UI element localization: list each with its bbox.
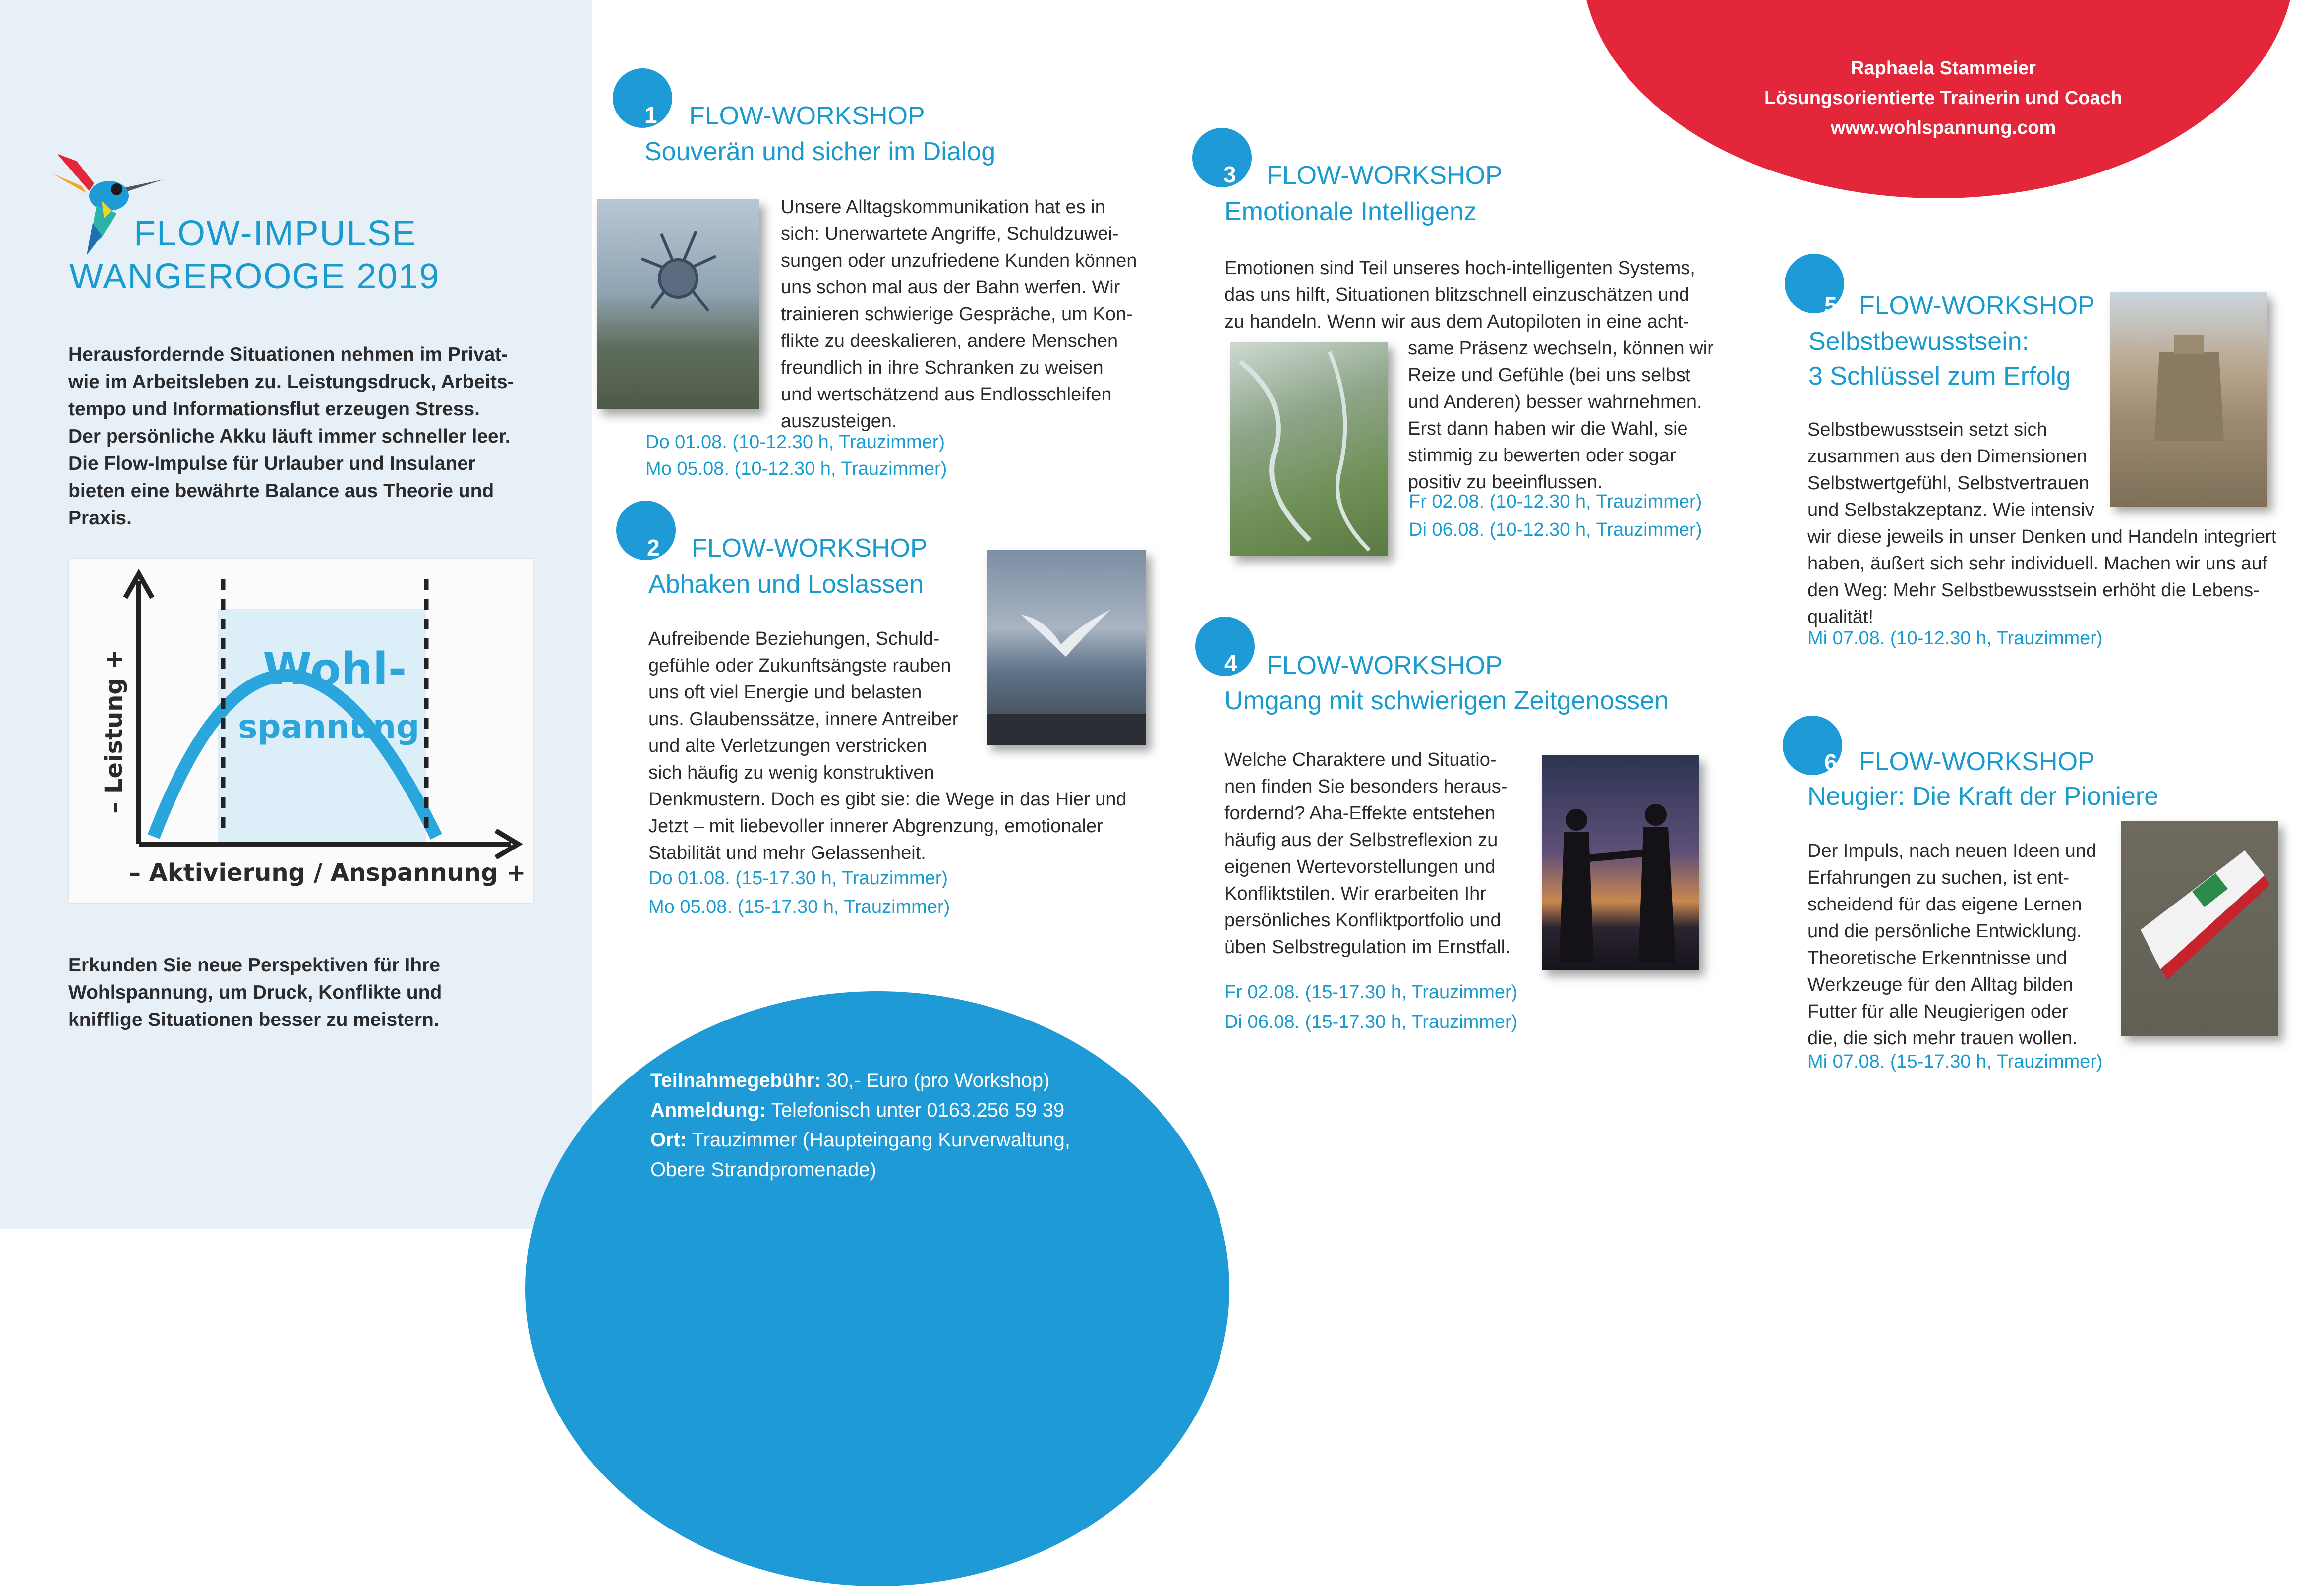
diagram-x-label: – Aktivierung / Anspannung + <box>129 859 526 887</box>
outro-line: Wohlspannung, um Druck, Konflikte und <box>68 982 442 1003</box>
intro-line: wie im Arbeitsleben zu. Leistungsdruck, Arbeits- <box>68 371 514 393</box>
workshop-3-text-line: positiv zu beeinflussen. <box>1408 472 1603 493</box>
workshop-6-description <box>1807 838 2125 1052</box>
workshop-5-text-line: haben, äußert sich sehr individuell. Machen wir uns auf <box>1807 553 2267 574</box>
workshop-4-description <box>1224 746 1542 961</box>
workshop-2-description <box>648 625 1174 866</box>
registration-line <box>650 1095 1146 1125</box>
workshop-1-number: 1 <box>644 102 657 128</box>
workshop-3-heading: FLOW-WORKSHOP <box>1267 161 1503 190</box>
workshop-6-text-line: Theoretische Erkenntnisse und <box>1807 948 2067 968</box>
fee-value: 30,- Euro (pro Workshop) <box>820 1070 1050 1091</box>
intro-line: tempo und Informationsflut erzeugen Stress. <box>68 398 480 420</box>
coach-website[interactable]: www.wohlspannung.com <box>1830 117 2056 138</box>
intro-line: bieten eine bewährte Balance aus Theorie und <box>68 480 494 502</box>
workshop-6-number: 6 <box>1824 749 1837 775</box>
outro-line: knifflige Situationen besser zu meistern. <box>68 1009 439 1030</box>
workshop-2-date-2: Mo 05.08. (15-17.30 h, Trauzimmer) <box>648 897 950 917</box>
diagram-center-word-2: spannung <box>238 708 420 746</box>
intro-line: Herausfordernde Situationen nehmen im Privat- <box>68 344 508 365</box>
workshop-3-text-line: same Präsenz wechseln, können wir <box>1408 338 1714 359</box>
intro-line: Praxis. <box>68 508 132 529</box>
workshop-6-photo-ferry <box>2121 821 2278 1036</box>
workshop-2-text-line: Stabilität und mehr Gelassenheit. <box>648 843 926 863</box>
workshop-6-heading: FLOW-WORKSHOP <box>1859 747 2095 776</box>
workshop-2-text-line: sich häufig zu wenig konstruktiven <box>648 762 934 783</box>
workshop-4-text-line: üben Selbstregulation im Ernstfall. <box>1224 937 1511 958</box>
workshop-3-text-line: stimmig zu bewerten oder sogar <box>1408 445 1676 466</box>
place-label: Ort: <box>650 1129 687 1151</box>
workshop-6-text-line: Werkzeuge für den Alltag bilden <box>1807 974 2073 995</box>
workshop-5-subtitle-2: 3 Schlüssel zum Erfolg <box>1808 362 2071 391</box>
workshop-4-text-line: nen finden Sie besonders heraus- <box>1224 776 1508 797</box>
workshop-5-text-line: qualität! <box>1807 607 1874 627</box>
workshop-5-date-1: Mi 07.08. (10-12.30 h, Trauzimmer) <box>1807 628 2103 649</box>
workshop-2-subtitle: Abhaken und Loslassen <box>648 570 924 599</box>
workshop-1-photo-thistle <box>597 199 759 409</box>
workshop-1-text-line: auszusteigen. <box>781 411 897 432</box>
fee-label: Teilnahmegebühr: <box>650 1070 821 1091</box>
diagram-center-word-1: Wohl- <box>263 643 407 695</box>
workshop-3-date-2: Di 06.08. (10-12.30 h, Trauzimmer) <box>1409 519 1702 540</box>
workshop-5-text-line: und Selbstakzeptanz. Wie intensiv <box>1807 500 2094 520</box>
workshop-3-subtitle: Emotionale Intelligenz <box>1224 197 1477 226</box>
place-value: Trauzimmer (Haupteingang Kurverwaltung, <box>687 1129 1071 1151</box>
workshop-1-date-1: Do 01.08. (10-12.30 h, Trauzimmer) <box>645 432 945 453</box>
workshop-2-text-line: uns. Glaubenssätze, innere Antreiber <box>648 709 959 730</box>
intro-paragraph <box>68 341 574 532</box>
workshop-5-text-line: Selbstbewusstsein setzt sich <box>1807 419 2047 440</box>
coach-name: Raphaela Stammeier <box>1851 58 2036 79</box>
workshop-2-text-line: Aufreibende Beziehungen, Schuld- <box>648 628 940 649</box>
workshop-4-text-line: häufig aus der Selbstreflexion zu <box>1224 830 1498 850</box>
workshop-4-date-1: Fr 02.08. (15-17.30 h, Trauzimmer) <box>1224 982 1518 1003</box>
left-panel <box>0 0 592 1229</box>
workshop-5-number: 5 <box>1824 292 1837 318</box>
workshop-5-text-line: Selbstwertgefühl, Selbstvertrauen <box>1807 473 2090 494</box>
workshop-3-date-1: Fr 02.08. (10-12.30 h, Trauzimmer) <box>1409 491 1702 512</box>
diagram-y-label: – Leistung + <box>100 649 128 814</box>
workshop-1-subtitle: Souverän und sicher im Dialog <box>644 137 996 166</box>
workshop-4-subtitle: Umgang mit schwierigen Zeitgenossen <box>1224 686 1669 715</box>
workshop-3-number-circle <box>1192 128 1252 187</box>
workshop-1-text-line: sich: Unerwartete Angriffe, Schuldzuwei- <box>781 224 1119 244</box>
workshop-4-text-line: persönliches Konfliktportfolio und <box>1224 910 1501 931</box>
workshop-4-heading: FLOW-WORKSHOP <box>1267 651 1503 680</box>
workshop-2-text-line: Jetzt – mit liebevoller innerer Abgrenzung, emotionaler <box>648 816 1103 837</box>
coach-info <box>1705 54 2181 143</box>
workshop-3-text-line: und Anderen) besser wahrnehmen. <box>1408 392 1702 412</box>
workshop-2-number: 2 <box>647 535 660 561</box>
workshop-4-number: 4 <box>1224 650 1237 676</box>
workshop-2-heading: FLOW-WORKSHOP <box>692 534 928 563</box>
workshop-3-text-line: Emotionen sind Teil unseres hoch-intelligenten Systems, <box>1224 258 1695 279</box>
workshop-1-heading: FLOW-WORKSHOP <box>689 102 925 130</box>
intro-line: Die Flow-Impulse für Urlauber und Insulaner <box>68 453 476 474</box>
workshop-3-text-line: zu handeln. Wenn wir aus dem Autopiloten in eine acht- <box>1224 311 1689 332</box>
workshop-2-text-line: und alte Verletzungen verstricken <box>648 736 927 756</box>
workshop-4-text-line: fordernd? Aha-Effekte entstehen <box>1224 803 1496 824</box>
workshop-1-text-line: trainieren schwierige Gespräche, um Kon- <box>781 304 1133 325</box>
workshop-1-description <box>781 194 1148 435</box>
workshop-4-text-line: Welche Charaktere und Situatio- <box>1224 749 1497 770</box>
workshop-1-text-line: sungen oder unzufriedene Kunden können <box>781 250 1137 271</box>
workshop-5-heading: FLOW-WORKSHOP <box>1859 291 2095 320</box>
workshop-1-number-circle <box>613 68 672 128</box>
workshop-1-text-line: und wertschätzend aus Endlosschleifen <box>781 384 1112 405</box>
outro-paragraph <box>68 952 574 1033</box>
workshop-6-text-line: Erfahrungen zu suchen, ist ent- <box>1807 867 2070 888</box>
wohlspannung-diagram <box>69 559 533 903</box>
workshop-3-text-line: das uns hilft, Situationen blitzschnell einzuschätzen und <box>1224 284 1689 305</box>
workshop-5-text-line: wir diese jeweils in unser Denken und Handeln integriert <box>1807 526 2277 547</box>
workshop-6-text-line: Der Impuls, nach neuen Ideen und <box>1807 841 2097 861</box>
workshop-1-date-2: Mo 05.08. (10-12.30 h, Trauzimmer) <box>645 458 947 479</box>
workshop-4-photo-silhouettes <box>1542 755 1699 970</box>
workshop-2-text-line: Denkmustern. Doch es gibt sie: die Wege in das Hier und <box>648 789 1127 810</box>
fee-line <box>650 1066 1146 1095</box>
registration-value: Telefonisch unter 0163.256 59 39 <box>766 1099 1065 1121</box>
outro-line: Erkunden Sie neue Perspektiven für Ihre <box>68 955 440 976</box>
workshop-5-description <box>1807 416 2283 630</box>
workshop-5-text-line: zusammen aus den Dimensionen <box>1807 446 2087 467</box>
workshop-3-text-line: Reize und Gefühle (bei uns selbst <box>1408 365 1691 386</box>
workshop-2-text-line: uns oft viel Energie und belasten <box>648 682 922 703</box>
workshop-2-number-circle <box>616 501 676 560</box>
workshop-2-date-1: Do 01.08. (15-17.30 h, Trauzimmer) <box>648 868 948 889</box>
workshop-6-text-line: und die persönliche Entwicklung. <box>1807 921 2082 942</box>
workshop-1-text-line: freundlich in ihre Schranken zu weisen <box>781 357 1104 378</box>
place-line-2: Obere Strandpromenade) <box>650 1159 876 1181</box>
workshop-6-subtitle: Neugier: Die Kraft der Pioniere <box>1807 782 2159 811</box>
workshop-6-text-line: die, die sich mehr trauen wollen. <box>1807 1028 2078 1049</box>
workshop-4-text-line: eigenen Wertevorstellungen und <box>1224 856 1496 877</box>
workshop-6-text-line: scheidend für das eigene Lernen <box>1807 894 2082 915</box>
workshop-3-number: 3 <box>1223 162 1236 187</box>
workshop-4-date-2: Di 06.08. (15-17.30 h, Trauzimmer) <box>1224 1012 1518 1032</box>
workshop-1-text-line: uns schon mal aus der Bahn werfen. Wir <box>781 277 1120 298</box>
workshop-5-subtitle: Selbstbewusstsein: <box>1808 327 2030 356</box>
workshop-6-date-1: Mi 07.08. (15-17.30 h, Trauzimmer) <box>1807 1051 2103 1072</box>
brand-title-line-1: FLOW-IMPULSE <box>134 214 417 253</box>
info-block <box>650 1066 1146 1185</box>
coach-role: Lösungsorientierte Trainerin und Coach <box>1764 88 2123 109</box>
intro-line: Der persönliche Akku läuft immer schneller leer. <box>68 426 511 447</box>
registration-label: Anmeldung: <box>650 1099 766 1121</box>
workshop-6-text-line: Futter für alle Neugierigen oder <box>1807 1001 2068 1022</box>
workshop-4-text-line: Konfliktstilen. Wir erarbeiten Ihr <box>1224 883 1486 904</box>
workshop-1-text-line: Unsere Alltagskommunikation hat es in <box>781 197 1105 218</box>
workshop-1-text-line: flikte zu deeskalieren, andere Menschen <box>781 331 1118 351</box>
brand-title-line-2: WANGEROOGE 2019 <box>69 257 440 296</box>
workshop-3-text-line: Erst dann haben wir die Wahl, sie <box>1408 418 1688 439</box>
workshop-5-text-line: den Weg: Mehr Selbstbewusstsein erhöht die Lebens- <box>1807 580 2260 601</box>
place-line <box>650 1125 1146 1155</box>
workshop-3-photo-wetlands <box>1230 342 1388 556</box>
workshop-2-text-line: gefühle oder Zukunftsängste rauben <box>648 655 951 676</box>
